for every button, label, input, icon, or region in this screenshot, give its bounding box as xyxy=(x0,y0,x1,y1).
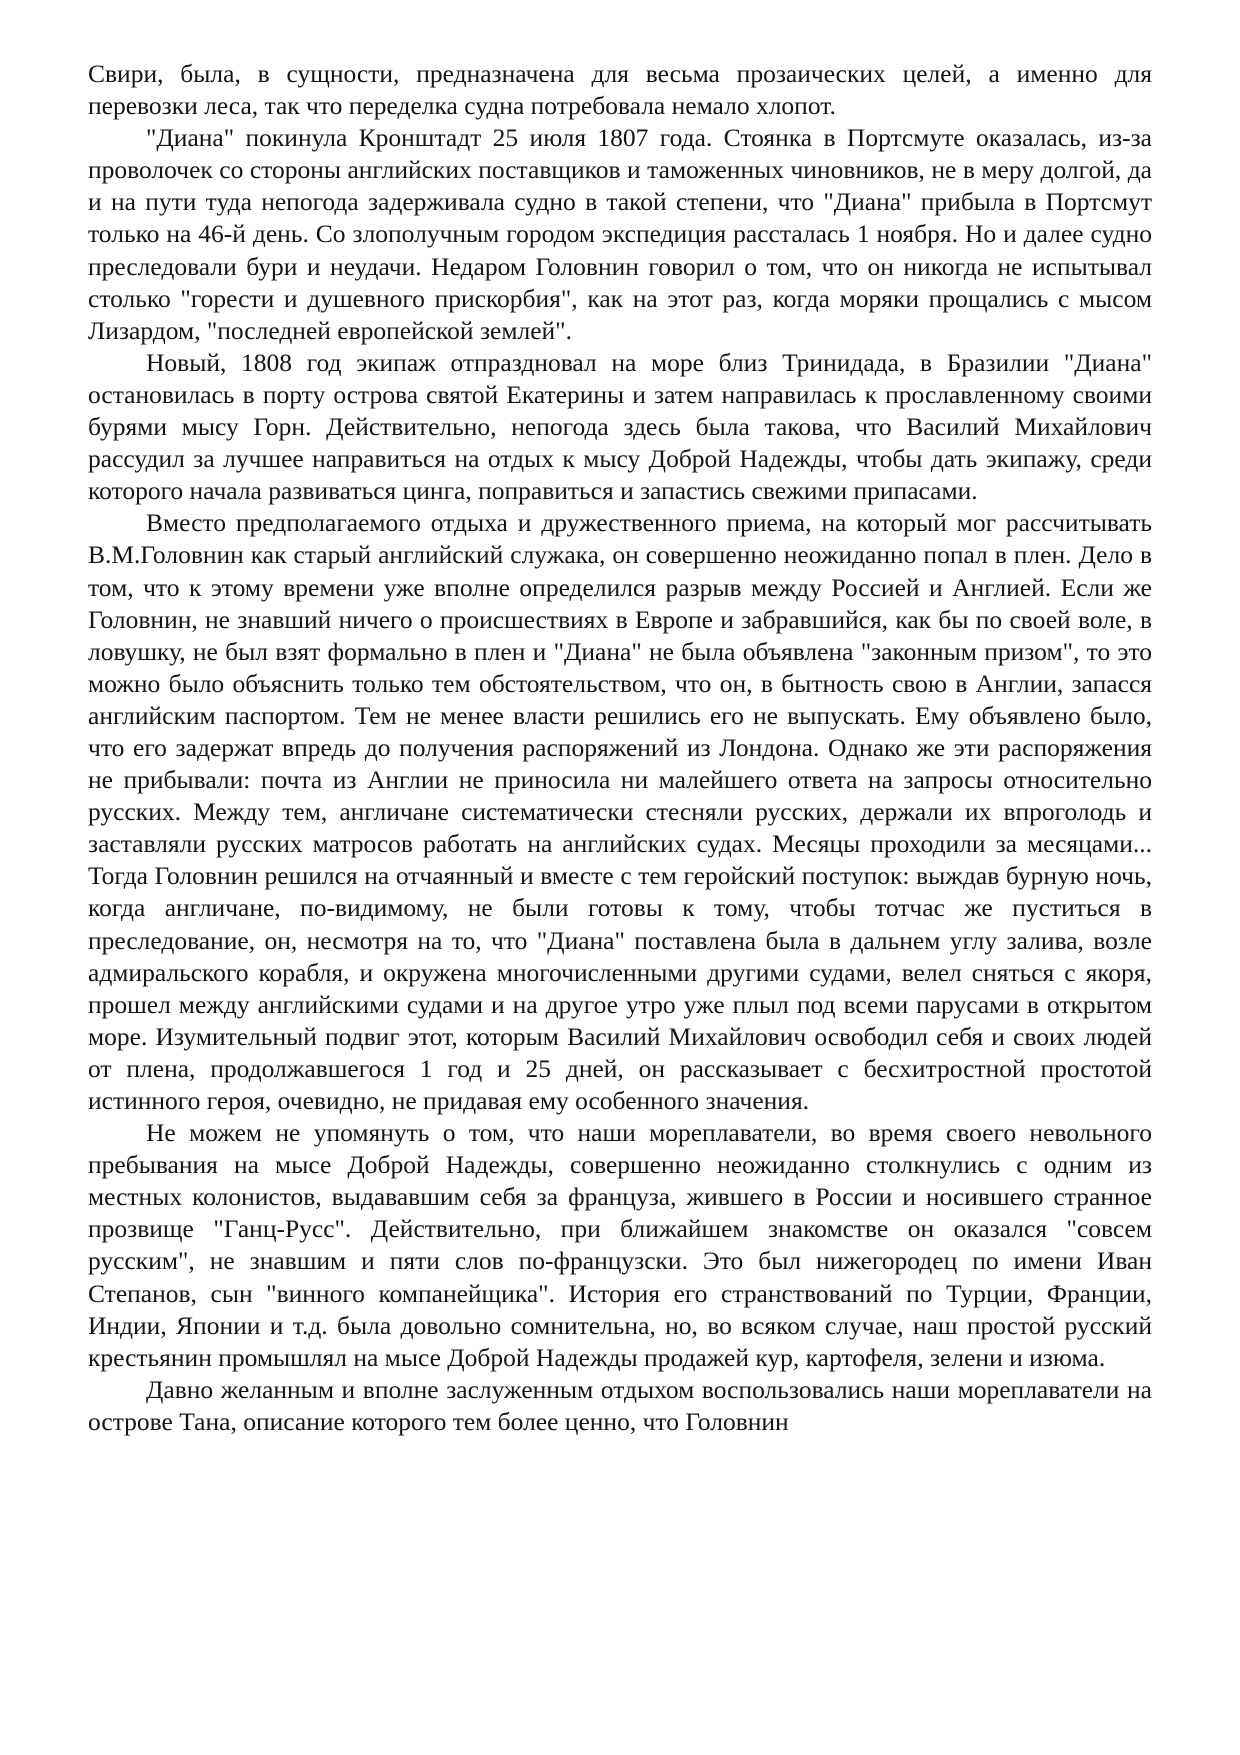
paragraph-4: Вместо предполагаемого отдыха и дружественного приема, на который мог рассчитывать В.М.Головнин как старый английский служака, он совершенно неожиданно попал в плен. Дело в том, что к этому времени уже вполне определился разрыв между Россией и Англией. Если же Головнин, не знавший ничего о происшествиях в Европе и забравшийся, как бы по своей воле, в ловушку, не был взят формально в плен и "Диана" не была объявлена "законным призом", то это можно было объяснить только тем обстоятельством, что он, в бытность свою в Англии, запасся английским паспортом. Тем не менее власти решились его не выпускать. Ему объявлено было, что его задержат впредь до получения распоряжений из Лондона. Однако же эти распоряжения не прибывали: почта из Англии не приносила ни малейшего ответа на запросы относительно русских. Между тем, англичане систематически стесняли русских, держали их впроголодь и заставляли русских матросов работать на английских судах. Месяцы проходили за месяцами... Тогда Головнин решился на отчаянный и вместе с тем геройский поступок: выждав бурную ночь, когда англичане, по-видимому, не были готовы к тому, чтобы тотчас же пуститься в преследование, он, несмотря на то, что "Диана" поставлена была в дальнем углу залива, возле адмиральского корабля, и окружена многочисленными другими судами, велел сняться с якоря, прошел между английскими судами и на другое утро уже плыл под всеми парусами в открытом море. Изумительный подвиг этот, которым Василий Михайлович освободил себя и своих людей от плена, продолжавшегося 1 год и 25 дней, он рассказывает с бесхитростной простотой истинного героя, очевидно, не придавая ему особенного значения. xyxy=(88,508,1152,1115)
paragraph-3: Новый, 1808 год экипаж отпраздновал на море близ Тринидада, в Бразилии "Диана" остановилась в порту острова святой Екатерины и затем направилась к прославленному своими бурями мысу Горн. Действительно, непогода здесь была такова, что Василий Михайлович рассудил за лучшее направиться на отдых к мысу Доброй Надежды, чтобы дать экипажу, среди которого начала развиваться цинга, поправиться и запастись свежими припасами. xyxy=(88,347,1152,506)
paragraph-5: Не можем не упомянуть о том, что наши мореплаватели, во время своего невольного пребывания на мысе Доброй Надежды, совершенно неожиданно столкнулись с одним из местных колонистов, выдававшим себя за француза, жившего в России и носившего странное прозвище "Ганц-Русс". Действительно, при ближайшем знакомстве он оказался "совсем русским", не знавшим и пяти слов по-французски. Это был нижегородец по имени Иван Степанов, сын "винного компанейщика". История его странствований по Турции, Франции, Индии, Японии и т.д. была довольно сомнительна, но, во всяком случае, наш простой русский крестьянин промышлял на мысе Доброй Надежды продажей кур, картофеля, зелени и изюма. xyxy=(88,1118,1152,1372)
paragraph-2: "Диана" покинула Кронштадт 25 июля 1807 года. Стоянка в Портсмуте оказалась, из-за проволочек со стороны английских поставщиков и таможенных чиновников, не в меру долгой, да и на пути туда непогода задерживала судно в такой степени, что "Диана" прибыла в Портсмут только на 46-й день. Со злополучным городом экспедиция рассталась 1 ноября. Но и далее судно преследовали бури и неудачи. Недаром Головнин говорил о том, что он никогда не испытывал столько "горести и душевного прискорбия", как на этот раз, когда моряки прощались с мысом Лизардом, "последней европейской землей". xyxy=(88,123,1152,345)
paragraph-6: Давно желанным и вполне заслуженным отдыхом воспользовались наши мореплаватели на острове Тана, описание которого тем более ценно, что Головнин xyxy=(88,1374,1152,1436)
paragraph-1: Свири, была, в сущности, предназначена для весьма прозаических целей, а именно для перевозки леса, так что переделка судна потребовала немало хлопот. xyxy=(88,59,1152,121)
document-body xyxy=(88,58,1152,1438)
